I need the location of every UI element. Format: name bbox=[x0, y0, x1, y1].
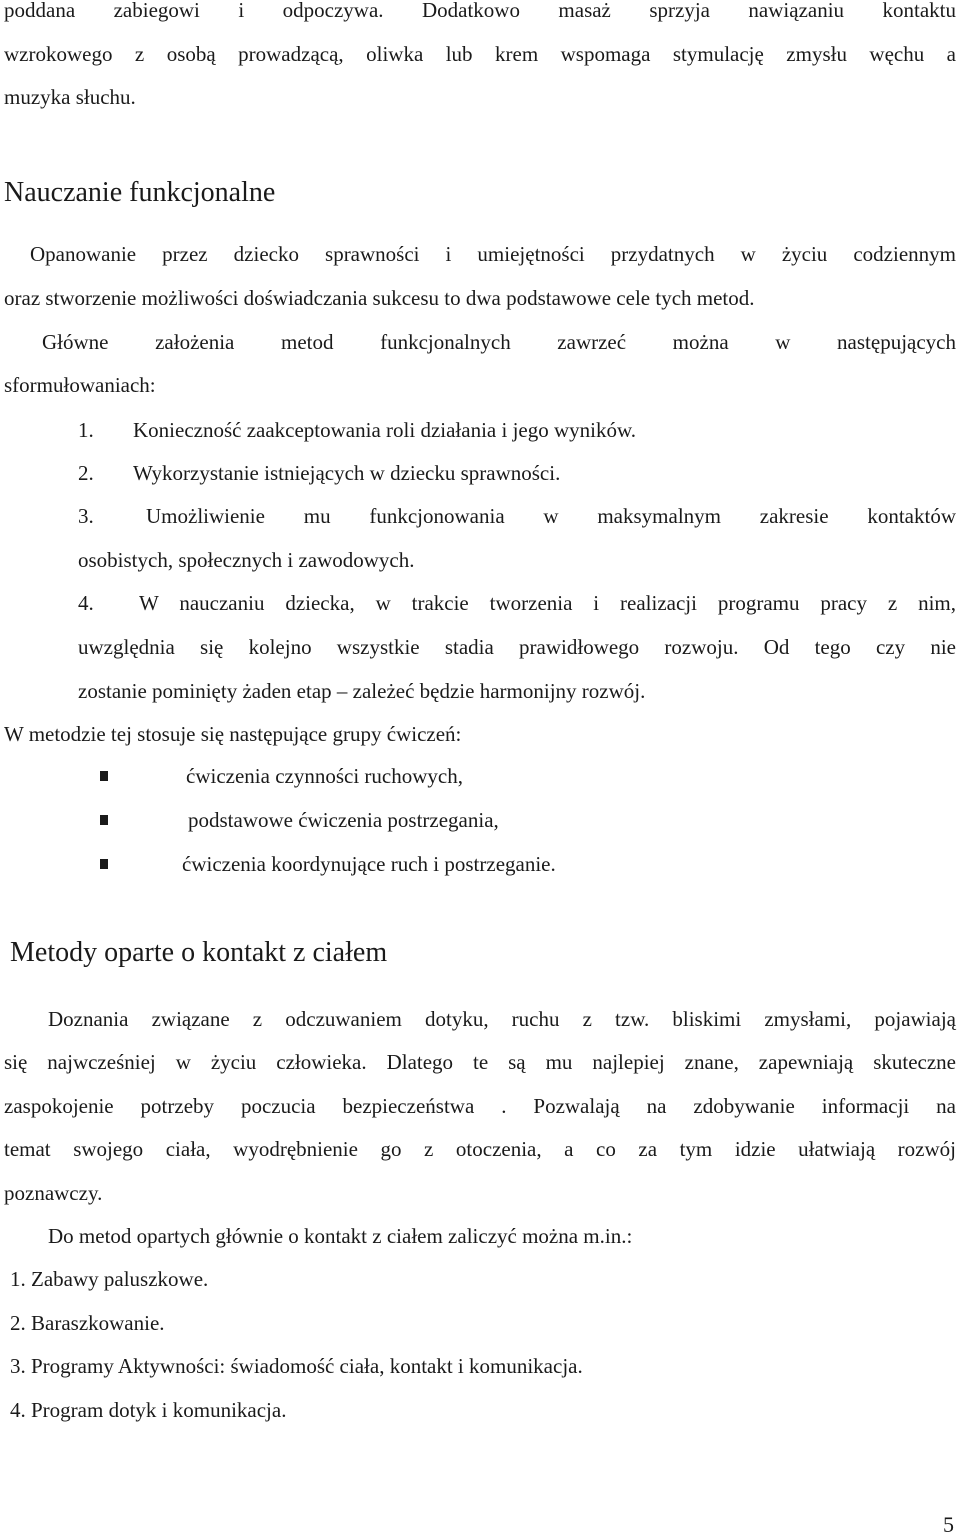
list-item: 2. Baraszkowanie. bbox=[10, 1311, 165, 1335]
list-item-text: Konieczność zaakceptowania roli działania i jego wyników. bbox=[133, 418, 637, 442]
list-item: 4. Program dotyk i komunikacja. bbox=[10, 1398, 287, 1422]
section-heading-body-contact: Metody oparte o kontakt z ciałem bbox=[10, 937, 388, 968]
paragraph-line: Opanowanie przez dziecko sprawności i umiejętności przydatnych w życiu codziennym bbox=[30, 242, 956, 266]
section-heading-functional: Nauczanie funkcjonalne bbox=[4, 177, 276, 208]
square-bullet-icon bbox=[100, 859, 108, 869]
list-item: 3. Programy Aktywności: świadomość ciała, kontakt i komunikacja. bbox=[10, 1354, 583, 1378]
intro-line: poddana zabiegowi i odpoczywa. Dodatkowo masaż sprzyja nawiązaniu kontaktu bbox=[4, 0, 956, 22]
bullet-item: ćwiczenia czynności ruchowych, bbox=[186, 764, 463, 788]
list-item-number: 1. bbox=[78, 418, 94, 442]
page-number: 5 bbox=[943, 1512, 954, 1537]
exercise-groups-intro: W metodzie tej stosuje się następujące grupy ćwiczeń: bbox=[4, 722, 462, 746]
bullet-item: ćwiczenia koordynujące ruch i postrzeganie. bbox=[182, 852, 556, 876]
paragraph-line: Doznania związane z odczuwaniem dotyku, ruchu z tzw. bliskimi zmysłami, pojawiają bbox=[48, 1007, 956, 1031]
paragraph-line: poznawczy. bbox=[4, 1181, 103, 1205]
list-item-text: Umożliwienie mu funkcjonowania w maksymalnym zakresie kontaktów bbox=[146, 504, 956, 528]
paragraph-line: temat swojego ciała, wyodrębnienie go z otoczenia, a co za tym idzie ułatwiają rozwój bbox=[4, 1137, 956, 1161]
list-item-number: 3. bbox=[78, 504, 94, 528]
list-item-text: W nauczaniu dziecka, w trakcie tworzenia i realizacji programu pracy z nim, bbox=[139, 591, 956, 615]
paragraph-line: zaspokojenie potrzeby poczucia bezpieczeństwa . Pozwalają na zdobywanie informacji na bbox=[4, 1094, 956, 1118]
list-item-text: osobistych, społecznych i zawodowych. bbox=[78, 548, 415, 572]
list-item-text: Wykorzystanie istniejących w dziecku sprawności. bbox=[133, 461, 561, 485]
square-bullet-icon bbox=[100, 771, 108, 781]
section2-paragraph2: Do metod opartych głównie o kontakt z ciałem zaliczyć można m.in.: bbox=[48, 1224, 633, 1248]
paragraph-line: oraz stworzenie możliwości doświadczania sukcesu to dwa podstawowe cele tych metod. bbox=[4, 286, 755, 310]
list-item: 1. Zabawy paluszkowe. bbox=[10, 1267, 209, 1291]
paragraph-line: się najwcześniej w życiu człowieka. Dlatego te są mu najlepiej znane, zapewniają skuteczne bbox=[4, 1050, 956, 1074]
list-item-text: zostanie pominięty żaden etap – zależeć będzie harmonijny rozwój. bbox=[78, 679, 646, 703]
intro-line: muzyka słuchu. bbox=[4, 85, 136, 109]
intro-line: wzrokowego z osobą prowadzącą, oliwka lub krem wspomaga stymulację zmysłu węchu a bbox=[4, 42, 956, 66]
list-item-number: 4. bbox=[78, 591, 94, 615]
list-item-text: uwzględnia się kolejno wszystkie stadia prawidłowego rozwoju. Od tego czy nie bbox=[78, 635, 956, 659]
list-item-number: 2. bbox=[78, 461, 94, 485]
paragraph-line: sformułowaniach: bbox=[4, 373, 156, 397]
bullet-item: podstawowe ćwiczenia postrzegania, bbox=[188, 808, 499, 832]
paragraph-line: Główne założenia metod funkcjonalnych zawrzeć można w następujących bbox=[42, 330, 956, 354]
square-bullet-icon bbox=[100, 815, 108, 825]
